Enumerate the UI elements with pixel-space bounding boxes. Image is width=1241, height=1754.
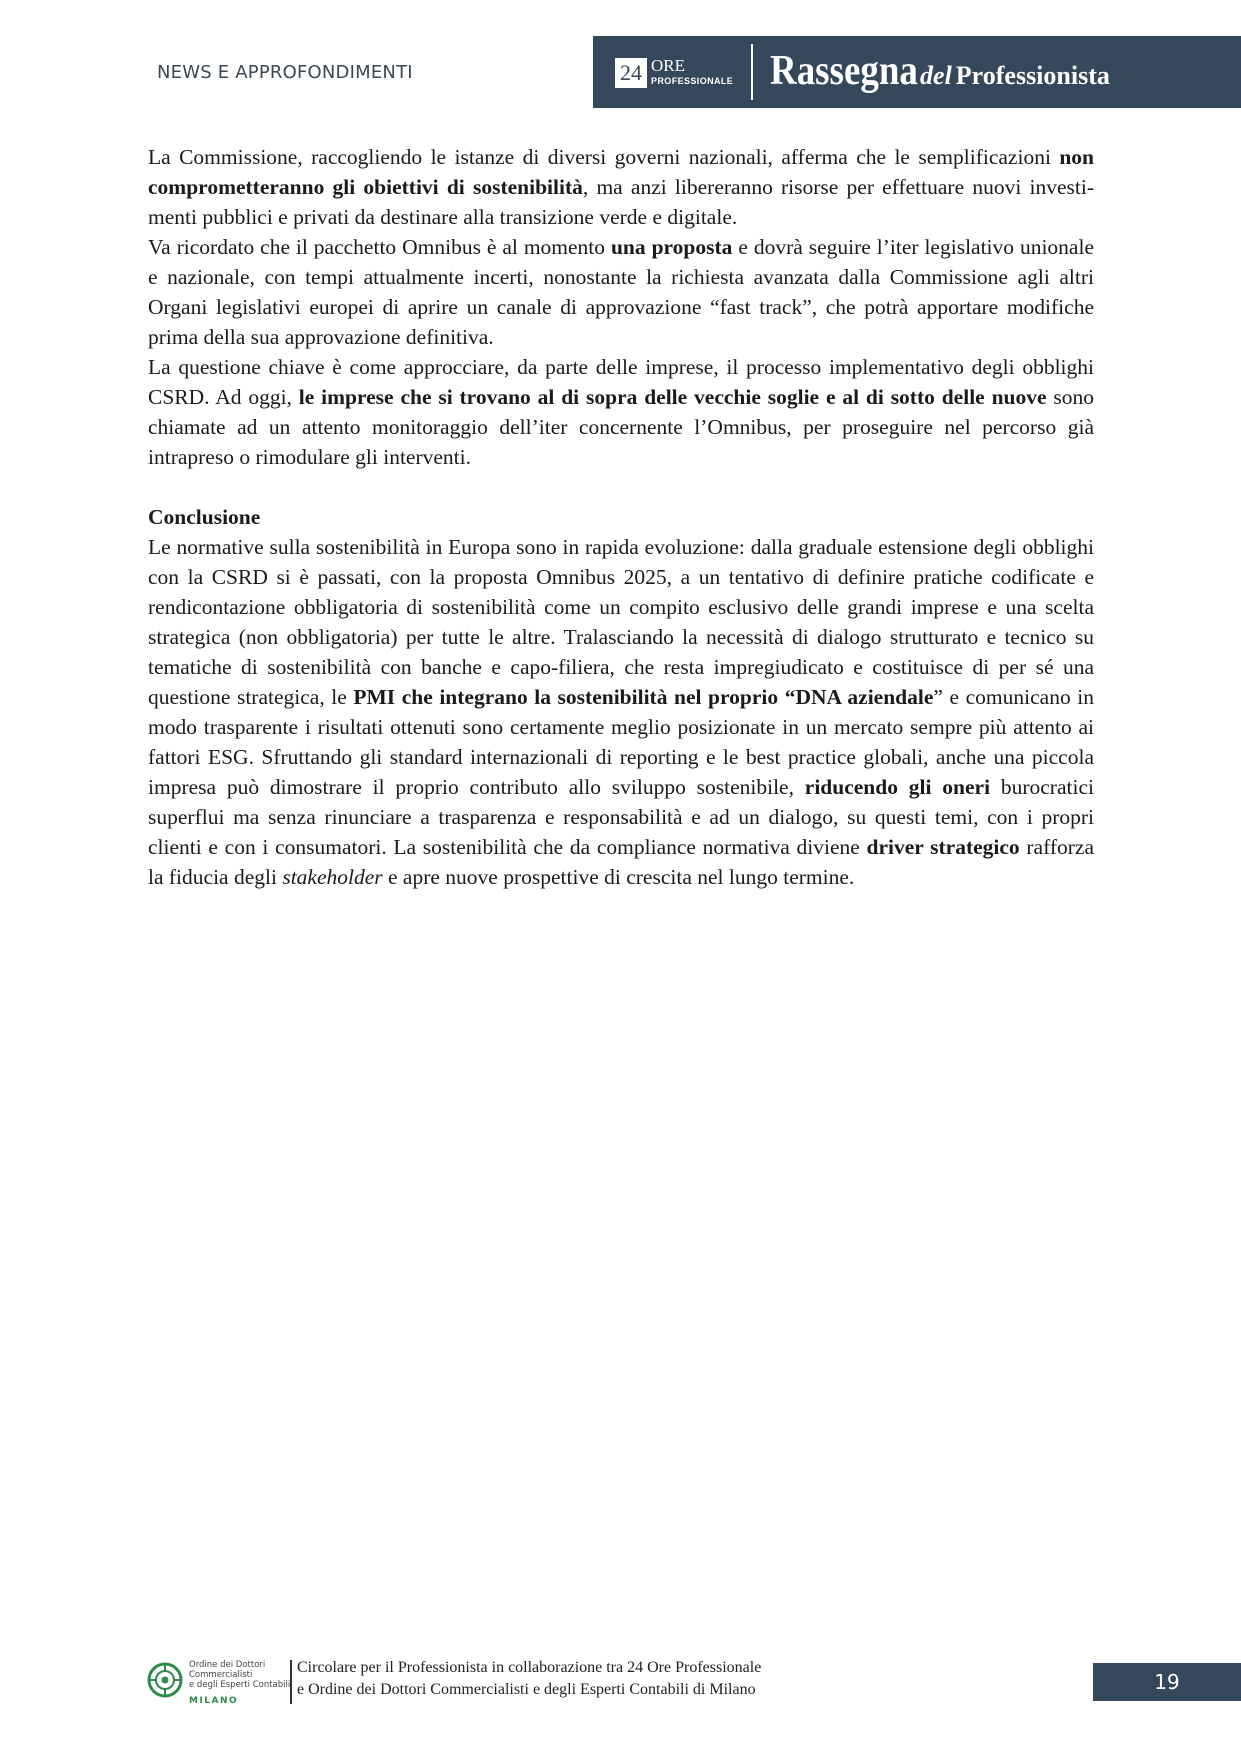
paragraph-3 [148, 352, 1094, 472]
bold-run: una proposta [610, 235, 733, 259]
odcec-seal-icon [147, 1662, 183, 1698]
bold-run: riducendo gli oneri [804, 775, 991, 799]
logo-ore: ORE [651, 56, 685, 75]
paragraph-1 [148, 142, 1094, 232]
article-body [148, 142, 1094, 892]
paragraph-4 [148, 532, 1094, 892]
page-number: 19 [1093, 1663, 1241, 1701]
text-run: La questione chiave è come approcciare, da parte delle imprese, il processo implementativo degli obblighi CSRD. Ad oggi, [148, 355, 1094, 409]
text-run: ” e comunicano in modo trasparente i risultati ottenuti sono certamente meglio posizionate in un mercato sempre più attento ai fattori ESG. Sfruttando gli standard internazionali di reporting e le best practice globali, anche una piccola impresa può dimostrare il proprio contributo allo sviluppo sostenibile, [148, 685, 1094, 799]
title-del: del [920, 61, 952, 90]
bold-run: driver strategico [866, 835, 1020, 859]
org-name-line-2: Commercialisti [189, 1670, 253, 1680]
title-professionista: Professionista [955, 61, 1110, 90]
section-label: NEWS E APPROFONDIMENTI [157, 62, 413, 83]
footer-line-2: e Ordine dei Dottori Commercialisti e degli Esperti Contabili di Milano [297, 1681, 756, 1698]
paragraph-2 [148, 232, 1094, 352]
odcec-milano-logo [147, 1658, 291, 1706]
text-run: La Commissione, raccogliendo le istanze di diversi governi nazionali, afferma che le semplificazioni [148, 145, 1060, 169]
text-run: burocratici superflui ma senza rinunciare a trasparenza e responsabilità e ad un dialogo, su questi temi, con i propri clienti e con i consumatori. La sostenibilità che da compliance normativa diviene [148, 775, 1094, 859]
logo-professionale: PROFESSIONALE [651, 76, 734, 86]
text-run: sono chiamate ad un attento monitoraggio dell’iter concernente l’Omnibus, per proseguire nel percorso già intrapreso o rimodulare gli interventi. [148, 385, 1094, 469]
org-name-line-1: Ordine dei Dottori [189, 1660, 266, 1670]
text-run: Va ricordato che il pacchetto Omnibus è al momento [148, 235, 611, 259]
bold-run: PMI che integrano la sostenibilità nel proprio “DNA aziendale [353, 685, 934, 709]
logo-number: 24 [615, 58, 647, 88]
title-rassegna: Rassegna [770, 48, 918, 94]
text-run: e dovrà seguire l’iter legislativo unionale e nazionale, con tempi attualmente incerti, nonostante la richiesta avanzata dalla Commissione agli altri Organi legislativi europei di aprire un canale di approvazione “fast track”, che potrà apportare modifiche prima della sua approvazione definitiva. [148, 235, 1094, 349]
footer-line-1: Circolare per il Professionista in collaborazione tra 24 Ore Professionale [297, 1659, 762, 1676]
brand-header [593, 36, 1241, 108]
org-city: MILANO [189, 1696, 239, 1706]
publication-title [770, 47, 1110, 95]
section-heading: Conclusione [148, 505, 261, 529]
text-run: e apre nuove prospettive di crescita nel lungo termine. [382, 865, 855, 889]
brand-divider [751, 44, 753, 100]
text-run: rafforza la fiducia degli [148, 835, 1094, 889]
bold-run: le imprese che si trovano al di sopra delle vecchie soglie e al di sotto delle nuove [298, 385, 1047, 409]
text-run: Le normative sulla sostenibilità in Europa sono in rapida evoluzione: dalla graduale estensione degli obblighi con la CSRD si è passati, con la proposta Omnibus 2025, a un tentativo di definire pratiche codificate e rendicontazione obbligatoria di sostenibilità come un compito esclusivo delle grandi imprese e una scelta strategica (non obbligatoria) per tutte le altre. Tralasciando la necessità di dialogo strutturato e tecnico su tematiche di sostenibilità con banche e capo-filiera, che resta impregiudicato e costituisce di per sé una questione strategica, le [148, 535, 1094, 709]
text-run: , ma anzi libereranno risorse per effettuare nuovi investimenti pubblici e privati da destinare alla transizione verde e digitale. [148, 175, 1094, 229]
italic-run: stakeholder [282, 865, 383, 889]
footer-caption [297, 1657, 761, 1701]
org-name-line-3: e degli Esperti Contabili [189, 1680, 291, 1690]
footer-divider [290, 1660, 292, 1704]
bold-run: non comprometteranno gli obiettivi di sostenibilità [148, 145, 1094, 199]
